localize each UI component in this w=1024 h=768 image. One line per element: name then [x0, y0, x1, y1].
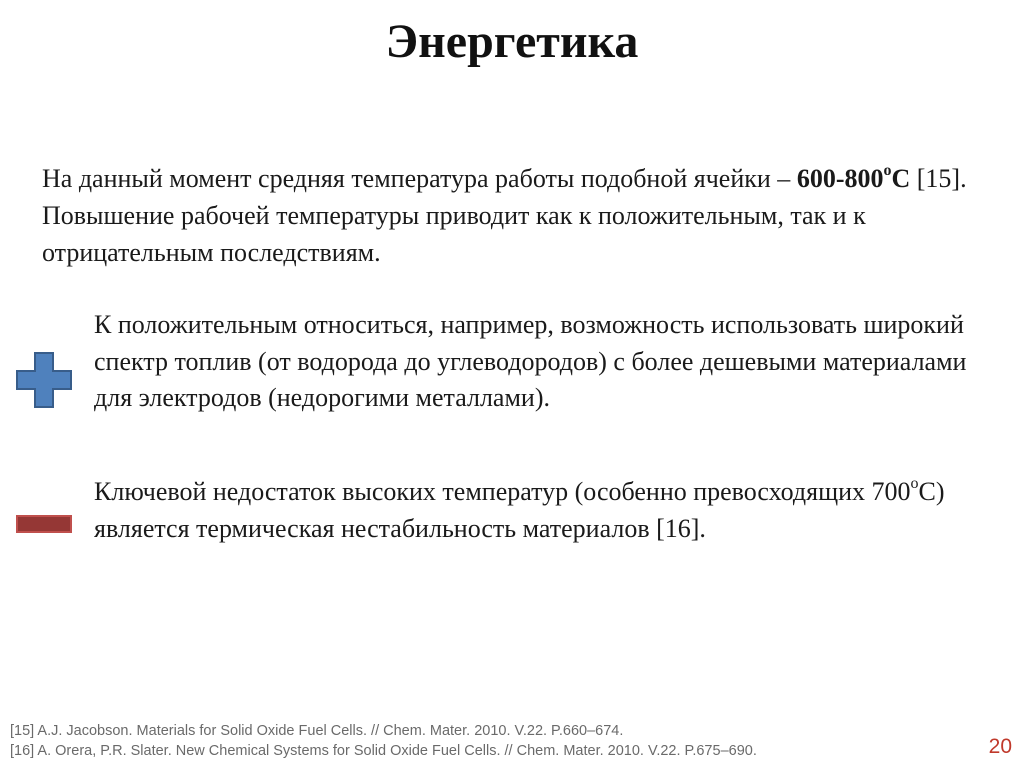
reference-16: [16] A. Orera, P.R. Slater. New Chemical Systems for Solid Oxide Fuel Cells. // Chem. Mater. 2010. V.22. P.675–690. — [10, 743, 757, 759]
temperature-range-value: 600-800 — [796, 164, 884, 193]
degree-sup: o — [883, 162, 892, 180]
page-number: 20 — [988, 735, 1012, 758]
intro-text-after: [15]. Повышение рабочей температуры приводит как к положительным, так и к отрицательным последствиям. — [42, 164, 967, 267]
negative-text-before: Ключевой недостаток высоких температур (особенно превосходящих 700 — [94, 477, 911, 506]
plus-icon — [16, 352, 72, 408]
intro-paragraph — [42, 160, 1002, 271]
temperature-range — [797, 164, 910, 193]
positive-consequence-text: К положительным относиться, например, возможность использовать широкий спектр топлив (от водорода до углеводородов) с более дешевыми материалами для электродов (недорогими металлами). — [94, 310, 967, 412]
minus-icon — [16, 515, 72, 533]
reference-15: [15] A.J. Jacobson. Materials for Solid Oxide Fuel Cells. // Chem. Mater. 2010. V.22. P.660–674. — [10, 723, 624, 739]
degree-sup-negative: o — [910, 475, 919, 493]
negative-consequence-text — [94, 474, 974, 547]
references — [10, 721, 950, 761]
intro-text-before: На данный момент средняя температура работы подобной ячейки – — [42, 164, 797, 193]
temperature-unit: С — [891, 164, 911, 193]
negative-text-after: С) является термическая нестабильность материалов [16]. — [94, 477, 945, 543]
slide-title: Энергетика — [385, 15, 639, 68]
